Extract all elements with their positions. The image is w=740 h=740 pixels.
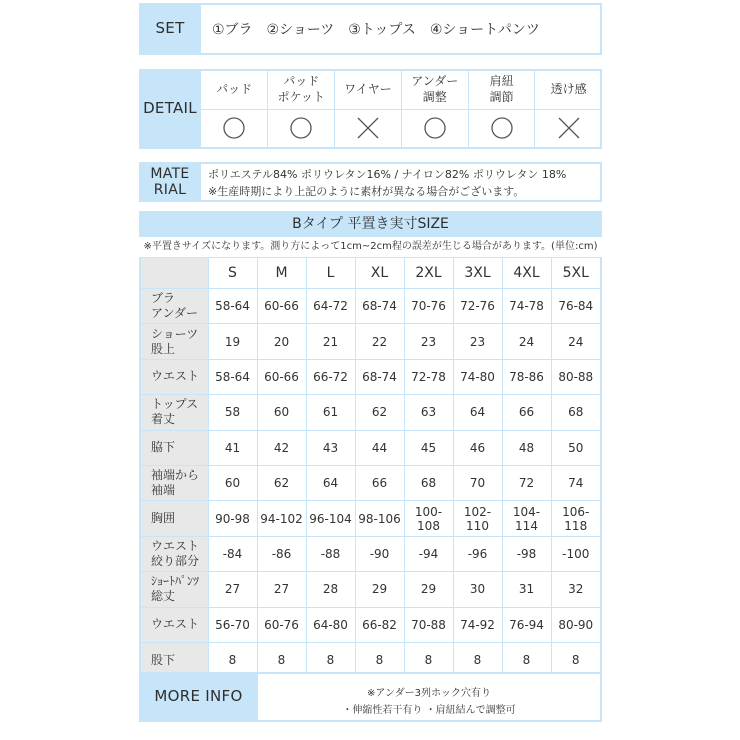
detail-header-cell — [268, 71, 335, 109]
detail-header-text: ワイヤー — [344, 81, 392, 96]
table-cell: 32 — [551, 572, 600, 607]
table-cell: -90 — [355, 536, 404, 571]
table-cell: 62 — [355, 395, 404, 430]
row-label: 袖端から 袖端 — [141, 465, 208, 500]
table-cell: 8 — [404, 642, 453, 677]
row-label: 股下 — [141, 642, 208, 677]
table-cell: 63 — [404, 395, 453, 430]
detail-mark-cell — [335, 109, 402, 147]
table-row — [141, 465, 600, 500]
table-cell: 24 — [551, 324, 600, 359]
table-cell: 29 — [355, 572, 404, 607]
table-cell: 70 — [453, 465, 502, 500]
table-cell: 31 — [502, 572, 551, 607]
table-cell: 76-84 — [551, 289, 600, 324]
size-table-frame — [139, 257, 602, 672]
table-cell: 72 — [502, 465, 551, 500]
table-cell: 66-82 — [355, 607, 404, 642]
detail-mark-row — [201, 109, 602, 147]
table-cell: 43 — [306, 430, 355, 465]
table-cell: 66 — [355, 465, 404, 500]
table-cell: 45 — [404, 430, 453, 465]
table-cell: 74-80 — [453, 359, 502, 394]
detail-header-text: パッド — [216, 81, 253, 96]
table-cell: 106-118 — [551, 501, 600, 536]
table-row — [141, 501, 600, 536]
table-cell: 21 — [306, 324, 355, 359]
table-cell: -100 — [551, 536, 600, 571]
more-info-label — [139, 672, 258, 722]
material-label-text: MATE RIAL — [150, 165, 190, 198]
size-header-cell: L — [306, 258, 355, 289]
table-cell: 20 — [257, 324, 306, 359]
table-cell: -96 — [453, 536, 502, 571]
table-cell: 104-114 — [502, 501, 551, 536]
more-info-line-1: ※アンダー3列ホック穴有り — [367, 688, 491, 699]
set-label-text: SET — [155, 19, 185, 38]
table-cell: 96-104 — [306, 501, 355, 536]
size-header-row — [141, 258, 600, 289]
table-row — [141, 430, 600, 465]
table-row — [141, 289, 600, 324]
set-label — [139, 3, 201, 55]
table-cell: 98-106 — [355, 501, 404, 536]
table-cell: -86 — [257, 536, 306, 571]
detail-header-cell — [401, 71, 468, 109]
table-row — [141, 536, 600, 571]
table-cell: 8 — [257, 642, 306, 677]
detail-mark-cell — [468, 109, 535, 147]
detail-header-cell — [335, 71, 402, 109]
table-row — [141, 607, 600, 642]
table-cell: 80-90 — [551, 607, 600, 642]
table-cell: 29 — [404, 572, 453, 607]
table-cell: 22 — [355, 324, 404, 359]
table-cell: 8 — [453, 642, 502, 677]
table-cell: 68-74 — [355, 289, 404, 324]
row-label: 胸囲 — [141, 501, 208, 536]
detail-header-cell — [201, 71, 268, 109]
table-cell: 76-94 — [502, 607, 551, 642]
detail-header-cell — [535, 71, 602, 109]
detail-header-cell — [468, 71, 535, 109]
table-cell: 23 — [453, 324, 502, 359]
row-label: ｼｮｰﾄﾊﾟﾝﾂ 総丈 — [141, 572, 208, 607]
row-label: ブラ アンダー — [141, 289, 208, 324]
size-header-corner — [141, 258, 208, 289]
table-cell: 24 — [502, 324, 551, 359]
table-cell: 64-80 — [306, 607, 355, 642]
table-cell: 44 — [355, 430, 404, 465]
table-cell: 8 — [502, 642, 551, 677]
material-label — [139, 162, 201, 202]
table-cell: 94-102 — [257, 501, 306, 536]
table-cell: 60 — [208, 465, 257, 500]
table-cell: 78-86 — [502, 359, 551, 394]
size-header-cell: M — [257, 258, 306, 289]
table-cell: 8 — [208, 642, 257, 677]
more-info-line-2: ・伸縮性若干有り ・肩紐結んで調整可 — [342, 705, 516, 716]
size-table-note: ※平置きサイズになります。測り方によって1cm~2cm程の誤差が生じる場合があります。(単位:cm) — [143, 241, 598, 252]
table-cell: 8 — [306, 642, 355, 677]
detail-header-text: アンダー 調整 — [411, 74, 459, 104]
set-items-text: ①ブラ ②ショーツ ③トップス ④ショートパンツ — [212, 22, 540, 38]
table-cell: 46 — [453, 430, 502, 465]
table-cell: 72-76 — [453, 289, 502, 324]
table-cell: 42 — [257, 430, 306, 465]
table-cell: 64 — [453, 395, 502, 430]
table-cell: 58-64 — [208, 289, 257, 324]
circle-mark-icon — [289, 116, 313, 140]
detail-mark-cell — [401, 109, 468, 147]
table-cell: 64-72 — [306, 289, 355, 324]
table-cell: 90-98 — [208, 501, 257, 536]
table-cell: 58-64 — [208, 359, 257, 394]
material-composition: ポリエステル84% ポリウレタン16% / ナイロン82% ポリウレタン 18% — [208, 168, 567, 181]
size-header-cell: 3XL — [453, 258, 502, 289]
table-cell: 58 — [208, 395, 257, 430]
size-header-cell: 4XL — [502, 258, 551, 289]
row-label: ショーツ 股上 — [141, 324, 208, 359]
size-table-title: Bタイプ 平置き実寸SIZE — [139, 211, 602, 237]
row-label: ウエスト — [141, 607, 208, 642]
table-cell: 66 — [502, 395, 551, 430]
table-row — [141, 324, 600, 359]
table-cell: 56-70 — [208, 607, 257, 642]
detail-mark-cell — [201, 109, 268, 147]
table-cell: 68-74 — [355, 359, 404, 394]
table-cell: -84 — [208, 536, 257, 571]
table-cell: 50 — [551, 430, 600, 465]
detail-header-text: 透け感 — [550, 81, 587, 96]
table-cell: 48 — [502, 430, 551, 465]
table-cell: 74 — [551, 465, 600, 500]
table-cell: 74-78 — [502, 289, 551, 324]
detail-header-text: パッド ポケット — [277, 74, 325, 104]
size-table — [141, 257, 600, 678]
row-label: ウエスト 絞り部分 — [141, 536, 208, 571]
circle-mark-icon — [423, 116, 447, 140]
table-row — [141, 359, 600, 394]
table-cell: 60-66 — [257, 359, 306, 394]
table-cell: 30 — [453, 572, 502, 607]
table-cell: 60-66 — [257, 289, 306, 324]
row-label: 脇下 — [141, 430, 208, 465]
size-header-cell: XL — [355, 258, 404, 289]
table-cell: 66-72 — [306, 359, 355, 394]
detail-mark-cell — [535, 109, 602, 147]
more-info-label-text: MORE INFO — [154, 687, 243, 706]
table-cell: -94 — [404, 536, 453, 571]
table-cell: 28 — [306, 572, 355, 607]
detail-header-text: 肩紐 調節 — [489, 74, 514, 104]
table-cell: 60-76 — [257, 607, 306, 642]
table-row — [141, 572, 600, 607]
table-cell: 27 — [208, 572, 257, 607]
table-cell: -88 — [306, 536, 355, 571]
size-header-cell: 5XL — [551, 258, 600, 289]
table-cell: 27 — [257, 572, 306, 607]
table-cell: 70-76 — [404, 289, 453, 324]
detail-mark-cell — [268, 109, 335, 147]
size-header-cell: S — [208, 258, 257, 289]
table-cell: 68 — [404, 465, 453, 500]
table-cell: 80-88 — [551, 359, 600, 394]
table-row — [141, 395, 600, 430]
table-cell: 100-108 — [404, 501, 453, 536]
table-cell: 8 — [551, 642, 600, 677]
detail-label — [139, 69, 201, 149]
table-cell: 8 — [355, 642, 404, 677]
circle-mark-icon — [490, 116, 514, 140]
table-cell: 74-92 — [453, 607, 502, 642]
detail-table — [201, 71, 602, 147]
detail-label-text: DETAIL — [143, 99, 197, 118]
material-note: ※生産時期により上記のように素材が異なる場合がございます。 — [208, 185, 525, 198]
row-label: トップス 着丈 — [141, 395, 208, 430]
table-cell: 23 — [404, 324, 453, 359]
table-cell: 70-88 — [404, 607, 453, 642]
table-cell: 64 — [306, 465, 355, 500]
cross-mark-icon — [557, 116, 581, 140]
detail-header-row — [201, 71, 602, 109]
table-cell: 68 — [551, 395, 600, 430]
table-cell: -98 — [502, 536, 551, 571]
row-label: ウエスト — [141, 359, 208, 394]
size-header-cell: 2XL — [404, 258, 453, 289]
table-cell: 102-110 — [453, 501, 502, 536]
table-cell: 61 — [306, 395, 355, 430]
table-cell: 19 — [208, 324, 257, 359]
table-cell: 60 — [257, 395, 306, 430]
table-cell: 62 — [257, 465, 306, 500]
table-cell: 41 — [208, 430, 257, 465]
table-cell: 72-78 — [404, 359, 453, 394]
cross-mark-icon — [356, 116, 380, 140]
circle-mark-icon — [222, 116, 246, 140]
